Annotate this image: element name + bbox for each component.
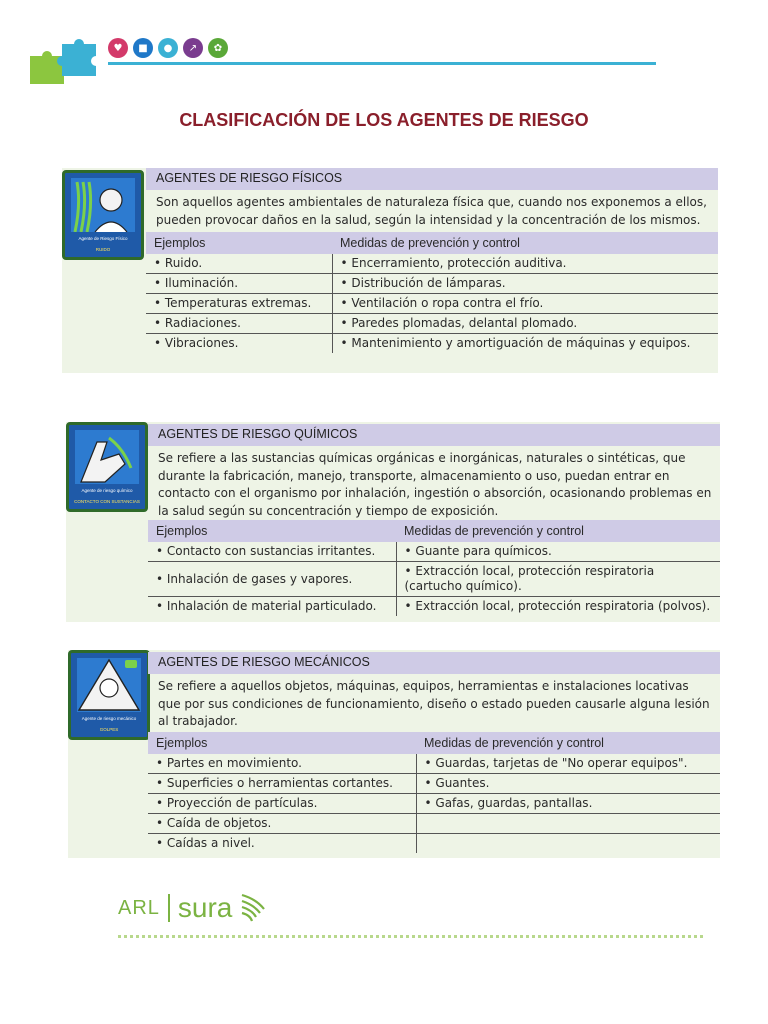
table-row: • Temperaturas extremas. • Ventilación o ropa contra el frío. bbox=[146, 294, 718, 314]
heart-icon: ♥ bbox=[108, 38, 128, 58]
fisico-sign-icon bbox=[62, 170, 144, 260]
footer-dotted-line bbox=[118, 935, 703, 938]
puzzle-logo-icon bbox=[28, 38, 106, 84]
measures-table bbox=[146, 232, 718, 353]
table-row: • Iluminación. • Distribución de lámparas. bbox=[146, 274, 718, 294]
mecanico-sign-caption: Agente de riesgo mecánico bbox=[81, 716, 137, 721]
fisico-sign-caption: Agente de Riesgo Físico bbox=[78, 236, 128, 241]
column-header-examples: Ejemplos bbox=[148, 732, 416, 754]
leaf-icon: ✿ bbox=[208, 38, 228, 58]
arl-label: ARL bbox=[118, 896, 160, 919]
column-header-measures: Medidas de prevención y control bbox=[416, 732, 720, 754]
table-row: • Superficies o herramientas cortantes. • Guantes. bbox=[148, 774, 720, 794]
section-description: Se refiere a las sustancias químicas orgánicas e inorgánicas, naturales o sintéticas, que durante la fabricación, manejo, transporte, almacenamiento o uso, puedan entrar en contacto con el organismo por inhalación, ingestión o absorción, ocasionando problemas en la salud según su concentración y tiempo de exposición. bbox=[158, 451, 712, 518]
section-title: AGENTES DE RIESGO FÍSICOS bbox=[146, 168, 718, 190]
quimico-sign-caption: Agente de riesgo químico bbox=[81, 488, 133, 493]
arrow-icon: ↗ bbox=[183, 38, 203, 58]
page-title: CLASIFICACIÓN DE LOS AGENTES DE RIESGO bbox=[179, 110, 589, 130]
measures-table bbox=[148, 732, 720, 853]
section-quimicos bbox=[66, 422, 720, 622]
header-icon-row bbox=[108, 38, 228, 58]
table-row: • Inhalación de material particulado. • Extracción local, protección respiratoria (polvos). bbox=[148, 597, 720, 617]
logo-divider bbox=[168, 894, 170, 922]
column-header-examples: Ejemplos bbox=[146, 232, 332, 254]
header-divider bbox=[108, 62, 656, 65]
sura-swoosh-icon bbox=[240, 891, 268, 925]
mecanico-sign-subcaption: GOLPES bbox=[99, 727, 119, 732]
table-row: • Ruido. • Encerramiento, protección auditiva. bbox=[146, 254, 718, 274]
column-header-examples: Ejemplos bbox=[148, 520, 396, 542]
table-row: • Radiaciones. • Paredes plomadas, delantal plomado. bbox=[146, 314, 718, 334]
table-row: • Caídas a nivel. bbox=[148, 834, 720, 854]
section-fisicos bbox=[62, 168, 718, 373]
table-row: • Partes en movimiento. • Guardas, tarjetas de "No operar equipos". bbox=[148, 754, 720, 774]
arl-sura-logo bbox=[118, 888, 268, 928]
section-description: Se refiere a aquellos objetos, máquinas, equipos, herramientas e instalaciones locativas que por sus condiciones de funcionamiento, diseño o estado pueden causarle alguna lesión al trabajador. bbox=[158, 679, 710, 728]
table-row: • Vibraciones. • Mantenimiento y amortiguación de máquinas y equipos. bbox=[146, 334, 718, 354]
fisico-sign-subcaption: RUIDO bbox=[95, 247, 111, 252]
section-title: AGENTES DE RIESGO MECÁNICOS bbox=[148, 652, 720, 674]
square-icon: ■ bbox=[133, 38, 153, 58]
column-header-measures: Medidas de prevención y control bbox=[396, 520, 720, 542]
quimico-sign-icon bbox=[66, 422, 148, 512]
table-row: • Proyección de partículas. • Gafas, guardas, pantallas. bbox=[148, 794, 720, 814]
measures-table bbox=[148, 520, 720, 616]
quimico-sign-subcaption: CONTACTO CON SUSTANCIAS bbox=[74, 499, 140, 504]
column-header-measures: Medidas de prevención y control bbox=[332, 232, 718, 254]
section-description: Son aquellos agentes ambientales de naturaleza física que, cuando nos exponemos a ellos, pueden provocar daños en la salud, según la intensidad y la concentración de los mismos. bbox=[156, 195, 707, 227]
mecanico-sign-icon bbox=[68, 650, 150, 740]
section-mecanicos bbox=[68, 650, 720, 858]
section-title: AGENTES DE RIESGO QUÍMICOS bbox=[148, 424, 720, 446]
table-row: • Caída de objetos. bbox=[148, 814, 720, 834]
circle-icon: ● bbox=[158, 38, 178, 58]
page-header bbox=[28, 34, 658, 84]
sura-wordmark: sura bbox=[177, 892, 233, 923]
table-row: • Inhalación de gases y vapores. • Extracción local, protección respiratoria (cartucho químico). bbox=[148, 562, 720, 597]
table-row: • Contacto con sustancias irritantes. • Guante para químicos. bbox=[148, 542, 720, 562]
